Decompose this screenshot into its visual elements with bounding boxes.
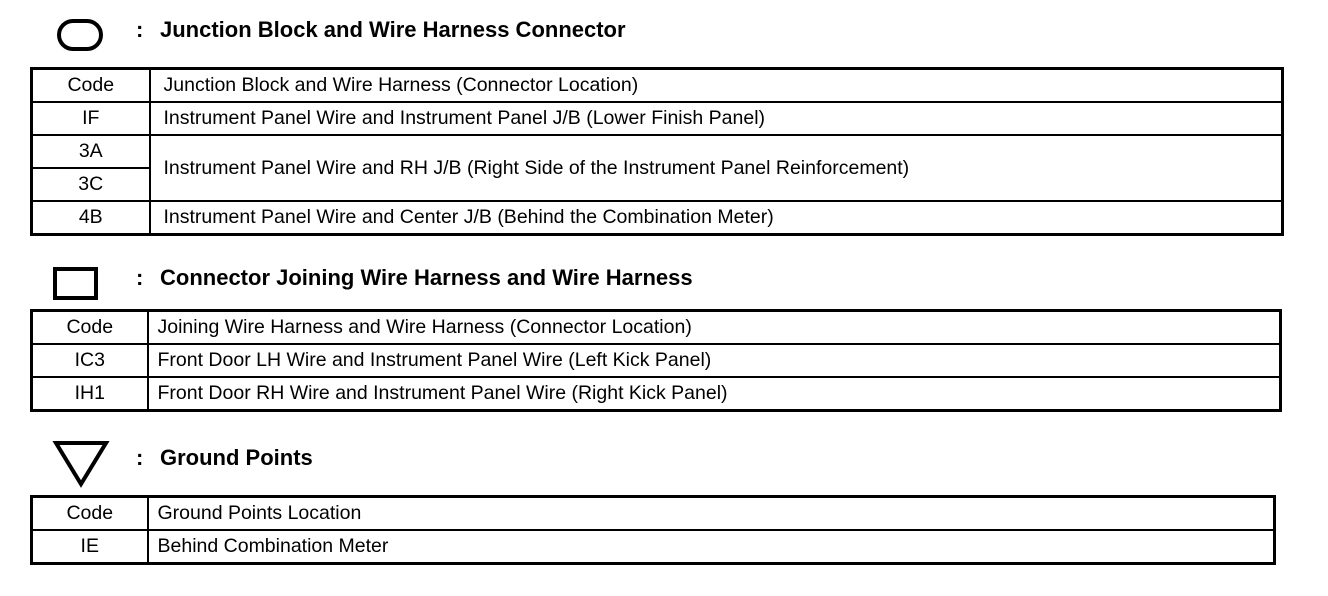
section-title: Ground Points [160, 445, 313, 470]
row-desc: Instrument Panel Wire and Instrument Panel J/B (Lower Finish Panel) [150, 102, 1283, 135]
row-desc: Instrument Panel Wire and Center J/B (Behind the Combination Meter) [150, 201, 1283, 235]
ground-points-table [30, 495, 1276, 565]
table-header-row [32, 69, 1283, 103]
heading-colon: : [136, 17, 144, 42]
row-code: 3A [32, 135, 150, 168]
header-desc: Ground Points Location [148, 497, 1275, 531]
row-desc: Front Door LH Wire and Instrument Panel Wire (Left Kick Panel) [148, 344, 1281, 377]
rounded-oval-icon [56, 18, 104, 52]
row-desc: Behind Combination Meter [148, 530, 1275, 564]
row-code: IF [32, 102, 150, 135]
square-icon [52, 266, 100, 302]
table-row [32, 201, 1283, 235]
section-title: Junction Block and Wire Harness Connector [160, 17, 626, 42]
connector-joining-table [30, 309, 1282, 412]
table-row [32, 530, 1275, 564]
header-desc: Junction Block and Wire Harness (Connector Location) [150, 69, 1283, 103]
header-code: Code [32, 311, 148, 345]
heading-colon: : [136, 265, 144, 290]
heading-colon: : [136, 445, 144, 470]
section-1-heading [0, 14, 1328, 54]
header-desc: Joining Wire Harness and Wire Harness (Connector Location) [148, 311, 1281, 345]
row-desc: Front Door RH Wire and Instrument Panel Wire (Right Kick Panel) [148, 377, 1281, 411]
table-header-row [32, 497, 1275, 531]
table-row [32, 135, 1283, 168]
table-header-row [32, 311, 1281, 345]
header-code: Code [32, 69, 150, 103]
row-code: IC3 [32, 344, 148, 377]
table-row [32, 377, 1281, 411]
row-code: IH1 [32, 377, 148, 411]
table-row [32, 344, 1281, 377]
header-code: Code [32, 497, 148, 531]
section-2-heading [0, 262, 1328, 302]
section-title: Connector Joining Wire Harness and Wire Harness [160, 265, 693, 290]
row-desc: Instrument Panel Wire and RH J/B (Right Side of the Instrument Panel Reinforcement) [150, 135, 1283, 201]
row-code: 4B [32, 201, 150, 235]
section-3-heading [0, 440, 1328, 480]
junction-block-table [30, 67, 1284, 236]
triangle-down-icon [52, 440, 110, 488]
row-code: IE [32, 530, 148, 564]
table-row [32, 102, 1283, 135]
row-code: 3C [32, 168, 150, 201]
